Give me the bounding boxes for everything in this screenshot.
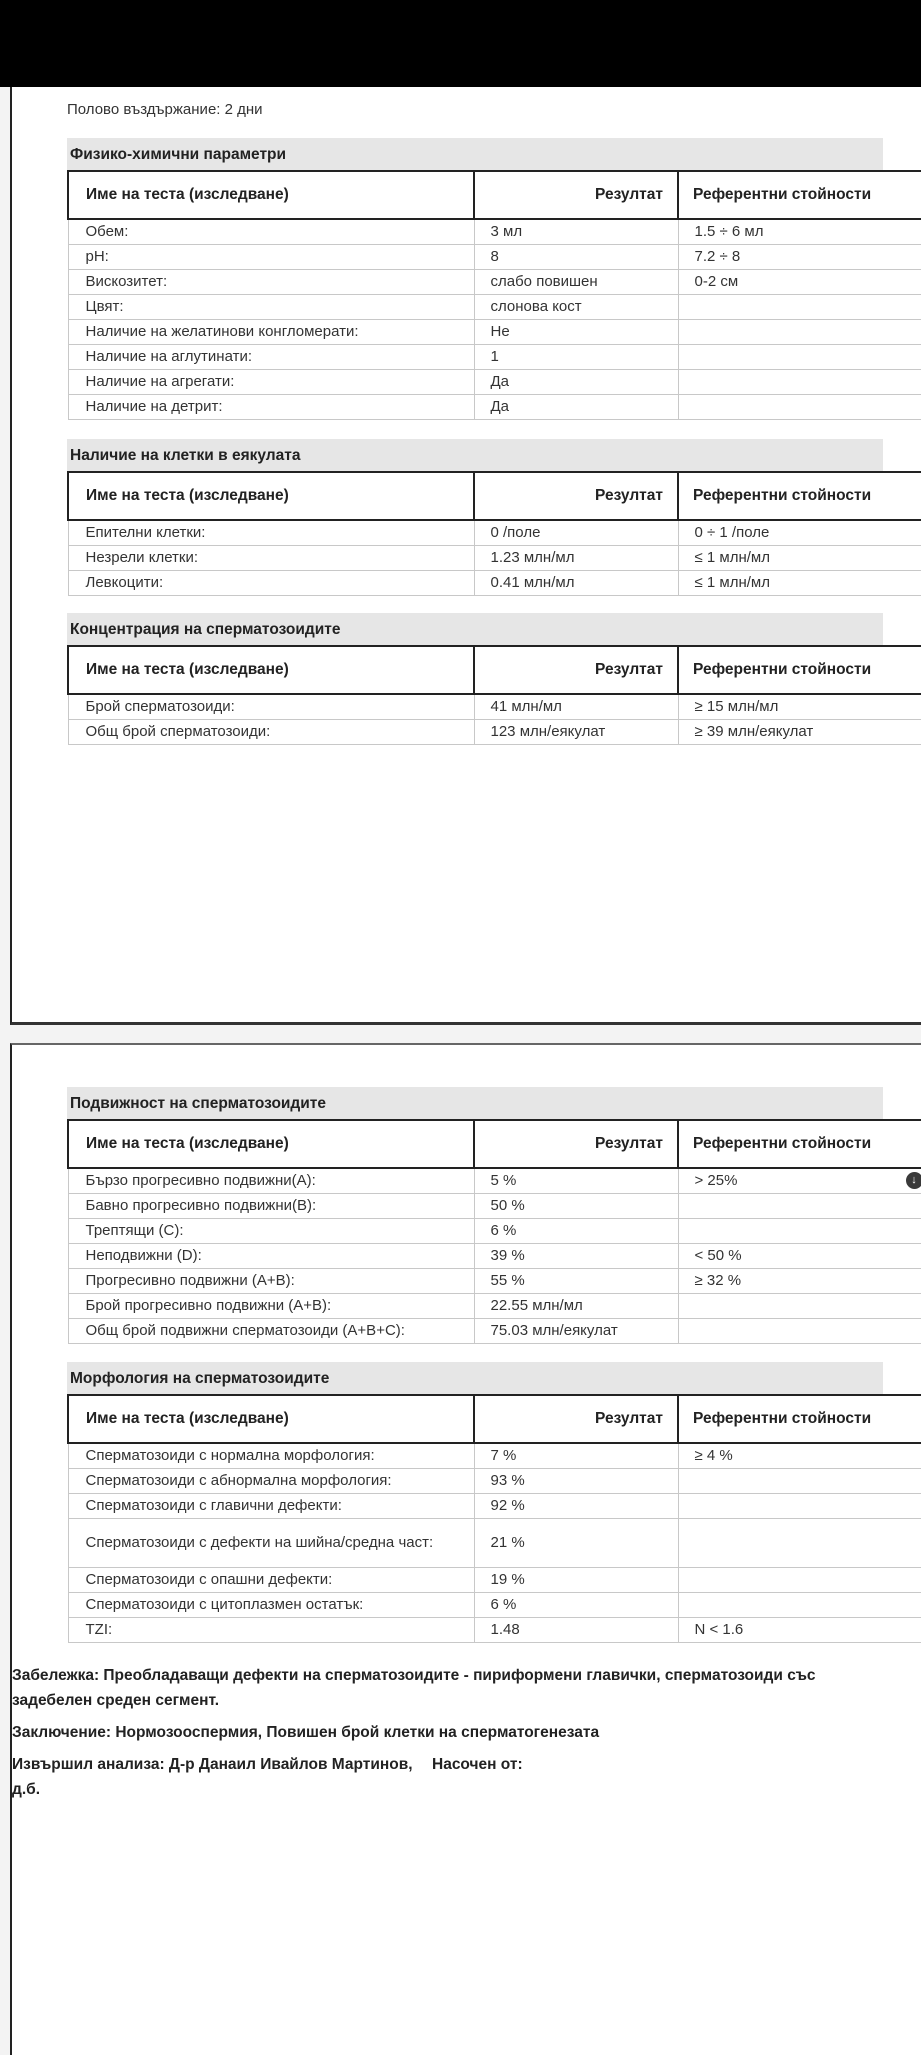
row-reference: N < 1.6 [678, 1618, 921, 1643]
row-reference [678, 1194, 921, 1219]
row-reference [678, 345, 921, 370]
header-reference: Референтни стойности [678, 1120, 921, 1168]
row-result: 92 % [474, 1494, 678, 1519]
row-name: Незрели клетки: [68, 546, 474, 571]
table-row [68, 1219, 921, 1244]
row-result: 123 млн/еякулат [474, 720, 678, 745]
row-result: 3 мл [474, 219, 678, 245]
row-result: 1.23 млн/мл [474, 546, 678, 571]
header-reference: Референтни стойности [678, 472, 921, 520]
section-title-cells: Наличие на клетки в еякулата [67, 439, 883, 471]
row-result: 75.03 млн/еякулат [474, 1319, 678, 1344]
table-row [68, 1244, 921, 1269]
row-name: Сперматозоиди с абнормална морфология: [68, 1469, 474, 1494]
row-name: Брой сперматозоиди: [68, 694, 474, 720]
row-reference: ≥ 4 % [678, 1443, 921, 1469]
table-row [68, 520, 921, 546]
row-reference [678, 1494, 921, 1519]
row-reference [678, 370, 921, 395]
row-result: 8 [474, 245, 678, 270]
row-result: слонова кост [474, 295, 678, 320]
row-name: Сперматозоиди с опашни дефекти: [68, 1568, 474, 1593]
row-reference [678, 1219, 921, 1244]
document-page-1 [10, 87, 921, 1025]
signature-row [12, 1752, 828, 1802]
row-name: Бавно прогресивно подвижни(B): [68, 1194, 474, 1219]
row-result: 93 % [474, 1469, 678, 1494]
row-reference: ≥ 15 млн/мл [678, 694, 921, 720]
header-name: Име на теста (изследване) [68, 472, 474, 520]
header-name: Име на теста (изследване) [68, 1120, 474, 1168]
cells-table [67, 471, 921, 596]
row-reference: ≥ 39 млн/еякулат [678, 720, 921, 745]
table-row [68, 1494, 921, 1519]
row-result: 55 % [474, 1269, 678, 1294]
referred-by: Насочен от: [432, 1752, 523, 1802]
row-reference: 7.2 ÷ 8 [678, 245, 921, 270]
row-name: Общ брой подвижни сперматозоиди (A+B+C): [68, 1319, 474, 1344]
row-result: слабо повишен [474, 270, 678, 295]
header-result: Резултат [474, 1120, 678, 1168]
row-name: Епителни клетки: [68, 520, 474, 546]
row-reference [678, 1469, 921, 1494]
row-result: 1 [474, 345, 678, 370]
scroll-down-icon[interactable]: ↓ [906, 1172, 921, 1189]
row-result: 41 млн/мл [474, 694, 678, 720]
table-row [68, 1568, 921, 1593]
row-reference: 0-2 см [678, 270, 921, 295]
table-row [68, 546, 921, 571]
row-name: Обем: [68, 219, 474, 245]
table-row [68, 694, 921, 720]
table-row [68, 345, 921, 370]
table-row [68, 245, 921, 270]
row-name: Сперматозоиди с нормална морфология: [68, 1443, 474, 1469]
abstinence-label: Полово въздържание: 2 дни [67, 101, 883, 118]
row-result: Да [474, 370, 678, 395]
row-name: Прогресивно подвижни (A+B): [68, 1269, 474, 1294]
row-name: Сперматозоиди с цитоплазмен остатък: [68, 1593, 474, 1618]
row-reference: ≤ 1 млн/мл [678, 571, 921, 596]
row-result: 6 % [474, 1219, 678, 1244]
conclusion-text: Заключение: Нормозооспермия, Повишен брой клетки на сперматогенезата [12, 1720, 828, 1745]
row-result: 21 % [474, 1519, 678, 1568]
notes-block [12, 1663, 828, 1802]
row-name: Брой прогресивно подвижни (A+B): [68, 1294, 474, 1319]
morphology-table [67, 1394, 921, 1643]
row-result: Не [474, 320, 678, 345]
row-result: 5 % [474, 1168, 678, 1194]
table-row [68, 370, 921, 395]
table-row [68, 295, 921, 320]
concentration-table [67, 645, 921, 745]
row-reference [678, 395, 921, 420]
header-result: Резултат [474, 171, 678, 219]
table-row [68, 1269, 921, 1294]
row-reference: ≤ 1 млн/мл [678, 546, 921, 571]
row-name: Наличие на агрегати: [68, 370, 474, 395]
row-result: 1.48 [474, 1618, 678, 1643]
row-reference [678, 1319, 921, 1344]
table-row [68, 720, 921, 745]
row-name: Сперматозоиди с главични дефекти: [68, 1494, 474, 1519]
section-title-motility: Подвижност на сперматозоидите [67, 1087, 883, 1119]
row-reference [678, 1593, 921, 1618]
row-name: pH: [68, 245, 474, 270]
row-reference: > 25% [695, 1172, 738, 1189]
row-name: Бързо прогресивно подвижни(A): [68, 1168, 474, 1194]
header-name: Име на теста (изследване) [68, 171, 474, 219]
header-name: Име на теста (изследване) [68, 1395, 474, 1443]
section-title-concentration: Концентрация на сперматозоидите [67, 613, 883, 645]
row-name: Наличие на аглутинати: [68, 345, 474, 370]
table-row [68, 1469, 921, 1494]
document-page-2 [10, 1043, 921, 2055]
motility-table [67, 1119, 921, 1344]
note-text: Забележка: Преобладаващи дефекти на сперматозоидите - пириформени главички, сперматозоиди със задебелен среден сегмент. [12, 1663, 828, 1713]
row-reference [678, 295, 921, 320]
table-row [68, 219, 921, 245]
table-row [68, 395, 921, 420]
table-row [68, 320, 921, 345]
table-row [68, 270, 921, 295]
section-title-physico-chemical: Физико-химични параметри [67, 138, 883, 170]
row-name: Трептящи (C): [68, 1219, 474, 1244]
row-reference: ≥ 32 % [678, 1269, 921, 1294]
table-row [68, 1294, 921, 1319]
physico-chemical-table [67, 170, 921, 420]
top-bar [0, 0, 921, 87]
row-reference: 0 ÷ 1 /поле [678, 520, 921, 546]
table-row [68, 1168, 921, 1194]
row-reference [678, 1568, 921, 1593]
row-result: 0 /поле [474, 520, 678, 546]
header-reference: Референтни стойности [678, 646, 921, 694]
row-reference: 1.5 ÷ 6 мл [678, 219, 921, 245]
header-result: Резултат [474, 646, 678, 694]
row-name: TZI: [68, 1618, 474, 1643]
row-name: Цвят: [68, 295, 474, 320]
row-name: Вискозитет: [68, 270, 474, 295]
row-name: Левкоцити: [68, 571, 474, 596]
table-row [68, 1194, 921, 1219]
row-name: Наличие на детрит: [68, 395, 474, 420]
row-result: Да [474, 395, 678, 420]
row-result: 19 % [474, 1568, 678, 1593]
row-result: 39 % [474, 1244, 678, 1269]
section-title-morphology: Морфология на сперматозоидите [67, 1362, 883, 1394]
header-result: Резултат [474, 472, 678, 520]
table-row [68, 1443, 921, 1469]
row-reference [678, 320, 921, 345]
table-row [68, 1593, 921, 1618]
row-result: 0.41 млн/мл [474, 571, 678, 596]
header-reference: Референтни стойности [678, 171, 921, 219]
header-reference: Референтни стойности [678, 1395, 921, 1443]
row-reference: < 50 % [678, 1244, 921, 1269]
table-row [68, 1519, 921, 1568]
row-reference [678, 1294, 921, 1319]
row-reference-cell [678, 1168, 921, 1194]
row-result: 22.55 млн/мл [474, 1294, 678, 1319]
table-row [68, 1618, 921, 1643]
performed-by: Извършил анализа: Д-р Данаил Ивайлов Мартинов, д.б. [12, 1752, 432, 1802]
table-row [68, 571, 921, 596]
header-name: Име на теста (изследване) [68, 646, 474, 694]
table-row [68, 1319, 921, 1344]
row-name: Общ брой сперматозоиди: [68, 720, 474, 745]
row-result: 7 % [474, 1443, 678, 1469]
row-name: Сперматозоиди с дефекти на шийна/средна част: [68, 1519, 474, 1568]
row-reference [678, 1519, 921, 1568]
row-name: Неподвижни (D): [68, 1244, 474, 1269]
header-result: Резултат [474, 1395, 678, 1443]
row-name: Наличие на желатинови конгломерати: [68, 320, 474, 345]
row-result: 6 % [474, 1593, 678, 1618]
row-result: 50 % [474, 1194, 678, 1219]
